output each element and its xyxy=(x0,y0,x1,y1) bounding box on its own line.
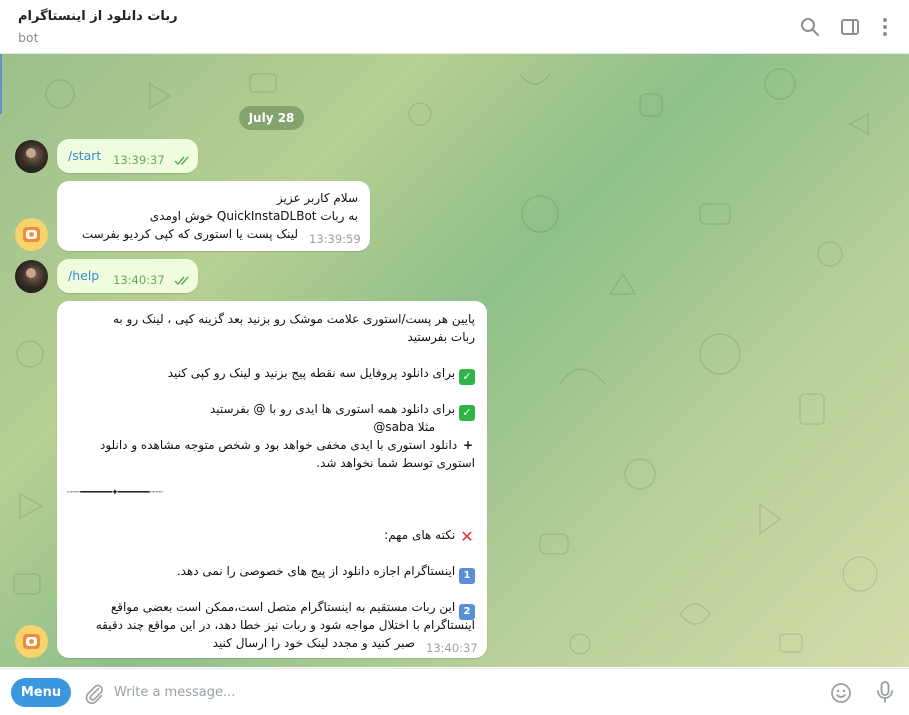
plus-icon: + xyxy=(462,438,474,452)
date-separator: July 28 xyxy=(239,106,304,130)
message-text-line: اینستاگرام با اختلال مواجه شود و ربات نیز خطا دهد، در این مواقع چند دقیقه xyxy=(95,618,475,632)
cross-mark-icon: ✕ xyxy=(460,527,474,546)
message-time: 13:40:37 xyxy=(426,641,478,655)
chat-title[interactable]: ربات دانلود از اینستاگرام xyxy=(18,9,178,24)
check-mark-icon: ✓ xyxy=(459,369,475,385)
command-link[interactable]: /start xyxy=(68,148,102,163)
message-text-line: صبر کنید و مجدد لینک خود را ارسال کنید xyxy=(212,636,415,650)
message-text-line xyxy=(65,526,475,545)
keycap-two-icon: 2 xyxy=(459,604,475,620)
message-bubble-incoming[interactable] xyxy=(57,181,370,251)
message-text-line: لینک پست یا استوری که کپی کردیو بفرست xyxy=(81,227,298,241)
message-text-line: ربات بفرستید xyxy=(407,330,475,344)
message-text-line: مثلا saba@ xyxy=(373,420,435,434)
decorative-divider: ┈┈┈━━━━━━━✦━━━━━━━┈┈┈ xyxy=(67,488,162,498)
more-options-icon[interactable] xyxy=(873,15,897,39)
message-bubble-outgoing[interactable] xyxy=(57,139,198,173)
keycap-one-icon: 1 xyxy=(459,568,475,584)
message-text: برای دانلود همه استوری ها ایدی رو با @ بفرستید xyxy=(209,402,456,416)
message-text: دانلود استوری با ایدی مخفی خواهد بود و شخص متوجه مشاهده و دانلود xyxy=(99,438,458,452)
message-text-line: استوری توسط شما نخواهد شد. xyxy=(316,456,475,470)
search-icon[interactable] xyxy=(798,15,822,39)
message-bubble-incoming[interactable] xyxy=(57,301,487,658)
bot-menu-button[interactable]: Menu xyxy=(11,678,71,707)
paperclip-icon[interactable] xyxy=(83,682,105,704)
emoji-icon[interactable] xyxy=(829,681,853,705)
message-bubble-outgoing[interactable] xyxy=(57,259,198,293)
check-mark-icon: ✓ xyxy=(459,405,475,421)
bot-avatar[interactable] xyxy=(15,218,48,251)
chat-subtitle: bot xyxy=(18,30,39,45)
message-text-line xyxy=(65,436,475,454)
chat-area[interactable] xyxy=(0,54,909,667)
message-text: نکته های مهم: xyxy=(384,528,456,542)
message-text: اینستاگرام اجازه دانلود از پیج های خصوصی را نمی دهد. xyxy=(176,564,456,578)
double-check-icon xyxy=(174,276,192,286)
message-composer xyxy=(0,668,909,715)
double-check-icon xyxy=(174,156,192,166)
user-avatar[interactable] xyxy=(15,140,48,173)
chat-header xyxy=(0,0,909,54)
message-text-line: پایین هر پست/استوری علامت موشک رو بزنید بعد گزینه کپی ، لینک رو به xyxy=(112,312,475,326)
message-text-line xyxy=(65,364,475,385)
message-time: 13:39:59 xyxy=(309,232,361,246)
command-link[interactable]: /help xyxy=(68,268,100,283)
message-input[interactable] xyxy=(114,679,814,706)
message-text: برای دانلود پروفایل سه نقطه پیج بزنید و لینک رو کپی کنید xyxy=(167,366,456,380)
user-avatar[interactable] xyxy=(15,260,48,293)
message-text: این ربات مستقیم به اینستاگرام متصل است،ممکن است بعضی مواقع xyxy=(110,600,456,614)
message-text-line: به ربات QuickInstaDLBot خوش اومدی xyxy=(149,209,358,223)
message-text-line xyxy=(65,562,475,584)
message-time: 13:39:37 xyxy=(113,153,165,167)
message-time: 13:40:37 xyxy=(113,273,165,287)
message-text-line: سلام کاربر عزیز xyxy=(276,191,358,205)
microphone-icon[interactable] xyxy=(873,680,897,705)
sidebar-toggle-icon[interactable] xyxy=(838,15,862,39)
bot-avatar[interactable] xyxy=(15,625,48,658)
